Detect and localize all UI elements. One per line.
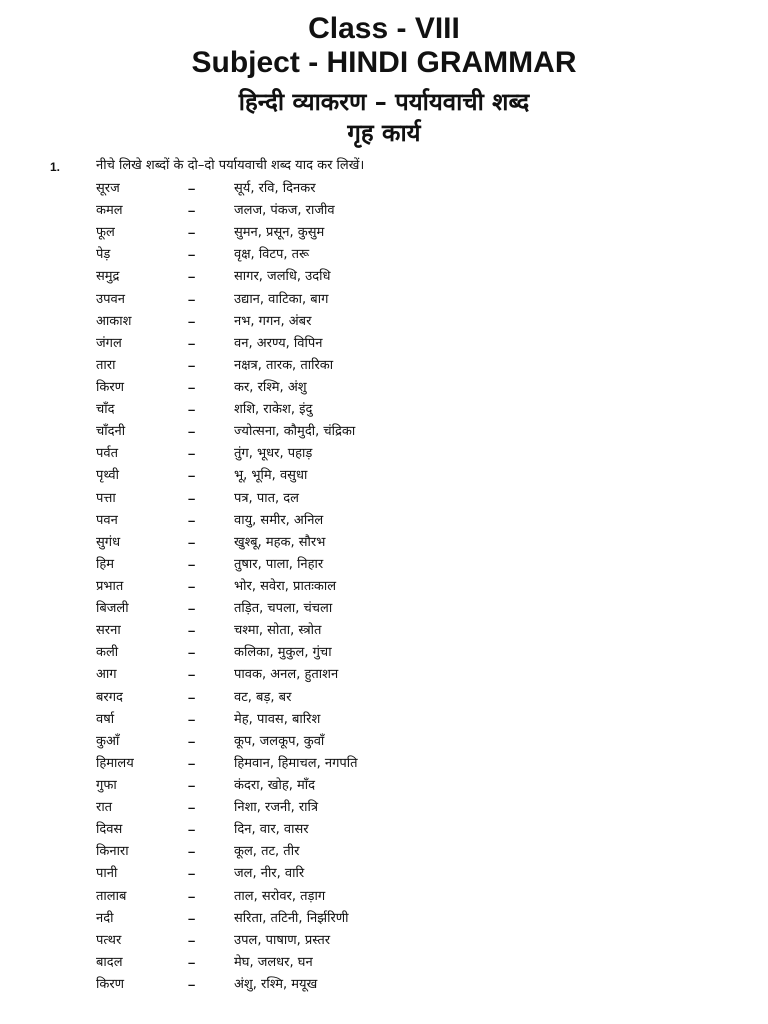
word: पृथ्वी xyxy=(96,468,119,484)
list-item xyxy=(0,443,768,465)
list-item xyxy=(0,178,768,200)
word: तारा xyxy=(96,357,116,373)
list-item xyxy=(0,333,768,355)
list-item xyxy=(0,974,768,996)
separator-dash: – xyxy=(188,623,196,639)
synonym-values: ताल, सरोवर, तड़ाग xyxy=(234,888,326,904)
separator-dash: – xyxy=(188,556,196,572)
synonym-values: कर, रश्मि, अंशु xyxy=(234,379,307,395)
synonym-values: कंदरा, खोह, माँद xyxy=(234,777,316,793)
separator-dash: – xyxy=(188,910,196,926)
separator-dash: – xyxy=(188,777,196,793)
word: पत्थर xyxy=(96,932,122,948)
list-item xyxy=(0,488,768,510)
synonym-list xyxy=(0,178,768,996)
word: आग xyxy=(96,667,117,683)
separator-dash: – xyxy=(188,976,196,992)
synonym-values: सागर, जलधि, उदधि xyxy=(234,269,331,285)
word: गुफा xyxy=(96,777,117,793)
word: वर्षा xyxy=(96,711,115,727)
word: बादल xyxy=(96,954,123,970)
list-item xyxy=(0,355,768,377)
list-item xyxy=(0,532,768,554)
synonym-values: वायु, समीर, अनिल xyxy=(234,512,324,528)
question-instruction: नीचे लिखे शब्दों के दो–दो पर्यायवाची शब्द याद कर लिखें। xyxy=(96,158,365,173)
list-item xyxy=(0,421,768,443)
word: रात xyxy=(96,800,113,816)
synonym-values: कूप, जलकूप, कुवाँ xyxy=(234,733,325,749)
separator-dash: – xyxy=(188,225,196,241)
list-item xyxy=(0,289,768,311)
list-item xyxy=(0,510,768,532)
synonym-values: मेह, पावस, बारिश xyxy=(234,711,321,727)
word: दिवस xyxy=(96,822,123,838)
separator-dash: – xyxy=(188,866,196,882)
word: कमल xyxy=(96,203,123,219)
list-item xyxy=(0,863,768,885)
word: किरण xyxy=(96,379,125,395)
list-item xyxy=(0,664,768,686)
separator-dash: – xyxy=(188,490,196,506)
word: पत्ता xyxy=(96,490,116,506)
word: किनारा xyxy=(96,844,129,860)
separator-dash: – xyxy=(188,578,196,594)
synonym-values: नक्षत्र, तारक, तारिका xyxy=(234,357,334,373)
separator-dash: – xyxy=(188,645,196,661)
word: जंगल xyxy=(96,335,122,351)
word: उपवन xyxy=(96,291,125,307)
synonym-values: उद्यान, वाटिका, बाग xyxy=(234,291,329,307)
separator-dash: – xyxy=(188,932,196,948)
list-item xyxy=(0,576,768,598)
word: चाँदनी xyxy=(96,424,126,440)
list-item xyxy=(0,841,768,863)
word: तालाब xyxy=(96,888,127,904)
list-item xyxy=(0,687,768,709)
list-item xyxy=(0,642,768,664)
list-item xyxy=(0,952,768,974)
synonym-values: चश्मा, सोता, स्त्रोत xyxy=(234,623,322,639)
synonym-values: खुश्बू, महक, सौरभ xyxy=(234,534,326,550)
word: नदी xyxy=(96,910,114,926)
list-item xyxy=(0,377,768,399)
separator-dash: – xyxy=(188,733,196,749)
synonym-values: तड़ित, चपला, चंचला xyxy=(234,601,333,617)
word: पेड़ xyxy=(96,247,111,263)
separator-dash: – xyxy=(188,291,196,307)
list-item xyxy=(0,886,768,908)
separator-dash: – xyxy=(188,313,196,329)
list-item xyxy=(0,930,768,952)
word: कुआँ xyxy=(96,733,120,749)
separator-dash: – xyxy=(188,379,196,395)
synonym-values: कलिका, मुकुल, गुंचा xyxy=(234,645,332,661)
list-item xyxy=(0,797,768,819)
separator-dash: – xyxy=(188,203,196,219)
list-item xyxy=(0,819,768,841)
list-item xyxy=(0,200,768,222)
separator-dash: – xyxy=(188,247,196,263)
synonym-values: नभ, गगन, अंबर xyxy=(234,313,312,329)
synonym-values: तुषार, पाला, निहार xyxy=(234,556,324,572)
synonym-values: शशि, राकेश, इंदु xyxy=(234,402,313,418)
homework-title: गृह कार्य xyxy=(347,119,421,147)
separator-dash: – xyxy=(188,269,196,285)
word: हिम xyxy=(96,556,115,572)
synonym-values: सूर्य, रवि, दिनकर xyxy=(234,181,316,196)
list-item xyxy=(0,598,768,620)
word: कली xyxy=(96,645,119,661)
list-item xyxy=(0,465,768,487)
separator-dash: – xyxy=(188,181,196,196)
word: प्रभात xyxy=(96,578,124,594)
list-item xyxy=(0,709,768,731)
word: किरण xyxy=(96,976,125,992)
separator-dash: – xyxy=(188,844,196,860)
synonym-values: उपल, पाषाण, प्रस्तर xyxy=(234,932,331,948)
synonym-values: सुमन, प्रसून, कुसुम xyxy=(234,225,325,241)
separator-dash: – xyxy=(188,689,196,705)
separator-dash: – xyxy=(188,601,196,617)
list-item xyxy=(0,753,768,775)
word: सूरज xyxy=(96,181,120,196)
separator-dash: – xyxy=(188,534,196,550)
synonym-values: हिमवान, हिमाचल, नगपति xyxy=(234,755,358,771)
separator-dash: – xyxy=(188,800,196,816)
list-item xyxy=(0,244,768,266)
synonym-values: वृक्ष, विटप, तरू xyxy=(234,247,310,263)
separator-dash: – xyxy=(188,888,196,904)
word: सुगंध xyxy=(96,534,121,550)
hindi-title: हिन्दी व्याकरण – पर्यायवाची शब्द xyxy=(238,88,530,116)
word: पर्वत xyxy=(96,446,119,462)
separator-dash: – xyxy=(188,357,196,373)
separator-dash: – xyxy=(188,711,196,727)
word: चाँद xyxy=(96,402,115,418)
separator-dash: – xyxy=(188,822,196,838)
synonym-values: वन, अरण्य, विपिन xyxy=(234,335,323,351)
word: फूल xyxy=(96,225,115,241)
separator-dash: – xyxy=(188,446,196,462)
synonym-values: पत्र, पात, दल xyxy=(234,490,299,506)
word: हिमालय xyxy=(96,755,134,771)
list-item xyxy=(0,266,768,288)
class-heading: Class - VIII xyxy=(308,12,460,45)
list-item xyxy=(0,620,768,642)
synonym-values: जल, नीर, वारि xyxy=(234,866,305,882)
list-item xyxy=(0,554,768,576)
synonym-values: भू, भूमि, वसुधा xyxy=(234,468,308,484)
separator-dash: – xyxy=(188,954,196,970)
separator-dash: – xyxy=(188,755,196,771)
synonym-values: ज्योत्सना, कौमुदी, चंद्रिका xyxy=(234,424,356,440)
synonym-values: मेघ, जलधर, घन xyxy=(234,954,313,970)
synonym-values: भोर, सवेरा, प्रातःकाल xyxy=(234,578,337,594)
question-number: 1. xyxy=(50,160,61,174)
list-item xyxy=(0,399,768,421)
synonym-values: पावक, अनल, हुताशन xyxy=(234,667,339,683)
synonym-values: अंशु, रश्मि, मयूख xyxy=(234,976,318,992)
synonym-values: वट, बड़, बर xyxy=(234,689,292,705)
word: आकाश xyxy=(96,313,132,329)
separator-dash: – xyxy=(188,512,196,528)
separator-dash: – xyxy=(188,402,196,418)
synonym-values: निशा, रजनी, रात्रि xyxy=(234,800,319,816)
synonym-values: तुंग, भूधर, पहाड़ xyxy=(234,446,313,462)
list-item xyxy=(0,731,768,753)
synonym-values: दिन, वार, वासर xyxy=(234,822,309,838)
list-item xyxy=(0,311,768,333)
list-item xyxy=(0,775,768,797)
word: सरना xyxy=(96,623,121,639)
word: पवन xyxy=(96,512,118,528)
word: पानी xyxy=(96,866,118,882)
separator-dash: – xyxy=(188,468,196,484)
separator-dash: – xyxy=(188,667,196,683)
separator-dash: – xyxy=(188,335,196,351)
list-item xyxy=(0,222,768,244)
word: समुद्र xyxy=(96,269,120,285)
synonym-values: कूल, तट, तीर xyxy=(234,844,300,860)
synonym-values: सरिता, तटिनी, निर्झरिणी xyxy=(234,910,349,926)
list-item xyxy=(0,908,768,930)
synonym-values: जलज, पंकज, राजीव xyxy=(234,203,335,219)
separator-dash: – xyxy=(188,424,196,440)
subject-heading: Subject - HINDI GRAMMAR xyxy=(191,46,577,79)
word: बिजली xyxy=(96,601,129,617)
word: बरगद xyxy=(96,689,123,705)
